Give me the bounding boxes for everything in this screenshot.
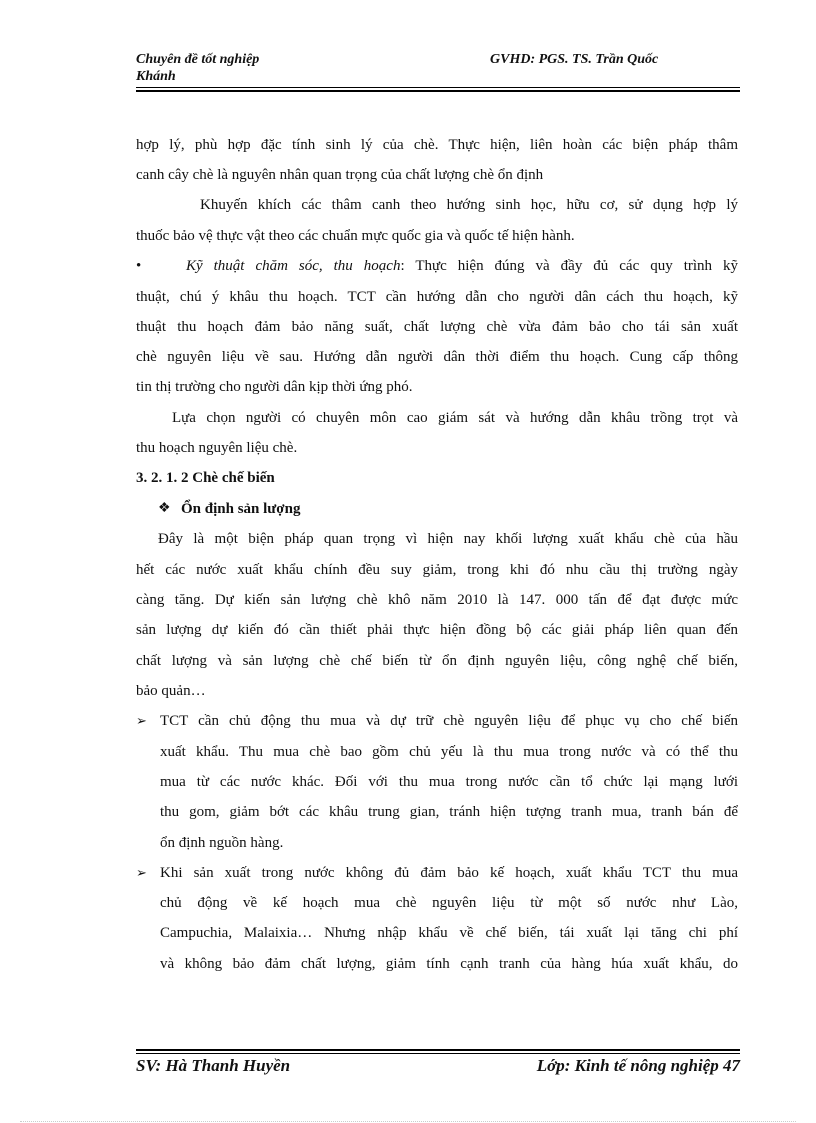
list-item: xuất khẩu. Thu mua chè bao gồm chủ yếu là thu mua trong nước và có thể thu bbox=[160, 744, 738, 760]
footer-rule-thick bbox=[136, 1049, 740, 1051]
body-line: Khuyến khích các thâm canh theo hướng sinh học, hữu cơ, sử dụng hợp lý bbox=[200, 197, 738, 213]
section-heading: 3. 2. 1. 2 Chè chế biến bbox=[136, 470, 275, 486]
body-line: thuật thu hoạch đảm bảo năng suất, chất lượng chè vừa đảm bảo cho tái sản xuất bbox=[136, 319, 738, 335]
body-line: thuốc bảo vệ thực vật theo các chuẩn mực quốc gia và quốc tế hiện hành. bbox=[136, 228, 575, 244]
footer-rule-thin bbox=[136, 1053, 740, 1054]
arrow-bullet-icon: ➢ bbox=[136, 713, 147, 728]
body-line: chất lượng và sản lượng chè chế biến từ ổn định nguyên liệu, công nghệ chế biến, bbox=[136, 653, 738, 669]
header-left-continued: Khánh bbox=[136, 69, 176, 84]
list-item: thu gom, giảm bớt các khâu trung gian, tránh hiện tượng tranh mua, tranh bán để bbox=[160, 804, 738, 820]
list-item: TCT cần chủ động thu mua và dự trữ chè nguyên liệu để phục vụ cho chế biến bbox=[160, 713, 738, 729]
body-line: hợp lý, phù hợp đặc tính sinh lý của chè. Thực hiện, liên hoàn các biện pháp thâm bbox=[136, 137, 738, 153]
body-line: thuật, chú ý khâu thu hoạch. TCT cần hướng dẫn cho người dân cách thu hoạch, kỹ bbox=[136, 289, 738, 305]
list-item: Campuchia, Malaixia… Nhưng nhập khẩu về chế biến, tái xuất lại tăng chi phí bbox=[160, 925, 738, 941]
bullet-icon: • bbox=[136, 258, 142, 274]
list-item: Khi sản xuất trong nước không đủ đảm bảo kế hoạch, xuất khẩu TCT thu mua bbox=[160, 865, 738, 881]
arrow-bullet-icon: ➢ bbox=[136, 865, 147, 880]
body-line: thu hoạch nguyên liệu chè. bbox=[136, 440, 298, 456]
list-item: và không bảo đảm chất lượng, giảm tính cạnh tranh của hàng húa xuất khẩu, do bbox=[160, 956, 738, 972]
footer-class: Lớp: Kinh tế nông nghiệp 47 bbox=[536, 1056, 740, 1075]
subsection-heading: Ổn định sản lượng bbox=[181, 501, 301, 517]
footer-student: SV: Hà Thanh Huyền bbox=[136, 1056, 291, 1075]
bullet-item bbox=[186, 251, 738, 281]
body-line: canh cây chè là nguyên nhân quan trọng của chất lượng chè ổn định bbox=[136, 167, 544, 183]
page-edge bbox=[20, 1121, 796, 1122]
body-line: bảo quản… bbox=[136, 683, 206, 699]
body-line: hết các nước xuất khẩu chính đều suy giảm, trong khi đó nhu cầu thị trường ngày bbox=[136, 562, 738, 578]
header-left: Chuyên đề tốt nghiệp bbox=[136, 52, 260, 67]
bullet-item-title: Kỹ thuật chăm sóc, thu hoạch bbox=[186, 258, 401, 274]
bullet-item-text: : Thực hiện đúng và đầy đủ các quy trình kỹ bbox=[400, 258, 739, 274]
header-rule-thick bbox=[136, 90, 740, 92]
body-line: càng tăng. Dự kiến sản lượng chè khô năm 2010 là 147. 000 tấn để đạt được mức bbox=[136, 592, 738, 608]
body-line: chè nguyên liệu về sau. Hướng dẫn người dân thời điểm thu hoạch. Cung cấp thông bbox=[136, 349, 738, 365]
header-rule-thin bbox=[136, 87, 740, 88]
list-item: chủ động về kế hoạch mua chè nguyên liệu từ một số nước như Lào, bbox=[160, 895, 738, 911]
body-line: tin thị trường cho người dân kịp thời ứng phó. bbox=[136, 379, 413, 395]
header-right: GVHD: PGS. TS. Trần Quốc bbox=[490, 52, 659, 67]
body-line: Lựa chọn người có chuyên môn cao giám sát và hướng dẫn khâu trồng trọt và bbox=[172, 410, 738, 426]
list-item: ổn định nguồn hàng. bbox=[160, 835, 284, 851]
body-line: Đây là một biện pháp quan trọng vì hiện nay khối lượng xuất khẩu chè của hầu bbox=[158, 531, 738, 547]
body-line: sản lượng dự kiến đó cần thiết phải thực hiện đồng bộ các giải pháp liên quan đến bbox=[136, 622, 738, 638]
list-item: mua từ các nước khác. Đối với thu mua trong nước cần tổ chức lại mạng lưới bbox=[160, 774, 738, 790]
diamond-icon: ❖ bbox=[158, 501, 171, 516]
